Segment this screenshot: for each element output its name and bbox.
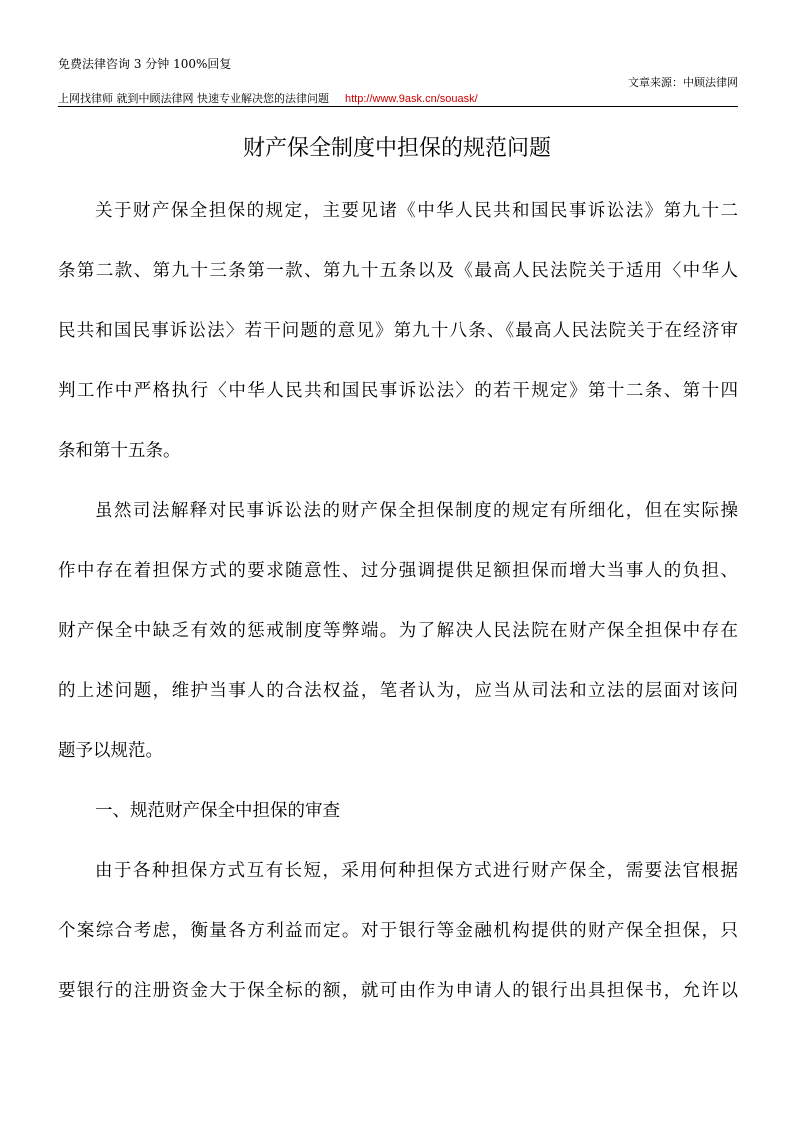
- header-source-text: 文章来源：中顾法律网: [628, 76, 738, 89]
- header-slogan: [58, 92, 478, 106]
- header-divider: [58, 106, 738, 107]
- document-title: 财产保全制度中担保的规范问题: [242, 136, 551, 161]
- paragraph-line: 题予以规范。: [58, 741, 163, 761]
- header-url-link[interactable]: http://www.9ask.cn/souask/: [345, 93, 478, 105]
- paragraph-line: 作中存在着担保方式的要求随意性、过分强调提供足额担保而增大当事人的负担、: [58, 561, 738, 581]
- paragraph-line: 由于各种担保方式互有长短，采用何种担保方式进行财产保全，需要法官根据: [95, 861, 738, 881]
- paragraph-line: 虽然司法解释对民事诉讼法的财产保全担保制度的规定有所细化，但在实际操: [95, 501, 738, 521]
- paragraph-line: 个案综合考虑，衡量各方利益而定。对于银行等金融机构提供的财产保全担保，只: [58, 921, 738, 941]
- header-slogan-text: 上网找律师 就到中顾法律网 快速专业解决您的法律问题: [58, 92, 329, 105]
- page-header: [58, 56, 738, 108]
- paragraph-line: 要银行的注册资金大于保全标的额，就可由作为申请人的银行出具担保书，允许以: [58, 981, 738, 1001]
- paragraph-line: 民共和国民事诉讼法〉若干问题的意见》第九十八条、《最高人民法院关于在经济审: [58, 321, 738, 341]
- paragraph-line: 条和第十五条。: [58, 441, 181, 461]
- paragraph-line: 财产保全中缺乏有效的惩戒制度等弊端。为了解决人民法院在财产保全担保中存在: [58, 621, 738, 641]
- paragraph-line: 的上述问题，维护当事人的合法权益，笔者认为，应当从司法和立法的层面对该问: [58, 681, 738, 701]
- paragraph-line: 判工作中严格执行〈中华人民共和国民事诉讼法〉的若干规定》第十二条、第十四: [58, 381, 738, 401]
- header-consult-text: 免费法律咨询 3 分钟 100%回复: [58, 57, 232, 71]
- paragraph-line: 条第二款、第九十三条第一款、第九十五条以及《最高人民法院关于适用〈中华人: [58, 261, 738, 281]
- section-heading: 一、规范财产保全中担保的审查: [95, 801, 340, 821]
- paragraph-line: 关于财产保全担保的规定，主要见诸《中华人民共和国民事诉讼法》第九十二: [95, 201, 738, 221]
